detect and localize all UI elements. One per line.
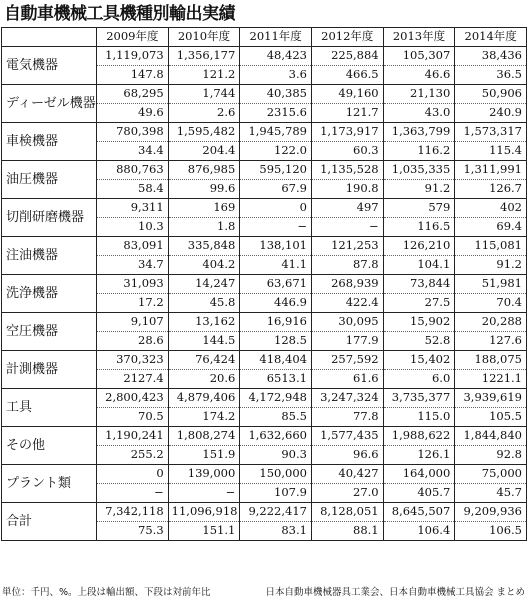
yoy-value: 144.5 bbox=[168, 332, 240, 351]
yoy-value: 45.8 bbox=[168, 294, 240, 313]
yoy-value: 91.2 bbox=[383, 180, 455, 199]
yoy-value: 126.7 bbox=[455, 180, 527, 199]
export-value: 1,577,435 bbox=[311, 427, 383, 446]
export-value: 780,398 bbox=[97, 123, 169, 142]
yoy-value: 69.4 bbox=[455, 218, 527, 237]
export-value: 9,209,936 bbox=[455, 503, 527, 522]
yoy-value: 70.4 bbox=[455, 294, 527, 313]
export-value: 15,402 bbox=[383, 351, 455, 370]
table-row bbox=[2, 123, 527, 142]
yoy-value: 151.1 bbox=[168, 522, 240, 541]
export-value: 40,427 bbox=[311, 465, 383, 484]
export-value: 20,288 bbox=[455, 313, 527, 332]
export-value: 1,632,660 bbox=[240, 427, 312, 446]
export-value: 126,210 bbox=[383, 237, 455, 256]
yoy-value: 116.2 bbox=[383, 142, 455, 161]
yoy-value: 115.4 bbox=[455, 142, 527, 161]
yoy-value: 61.6 bbox=[311, 370, 383, 389]
export-value: 9,311 bbox=[97, 199, 169, 218]
category-label: 洗浄機器 bbox=[2, 275, 97, 313]
export-value: 497 bbox=[311, 199, 383, 218]
export-value: 16,916 bbox=[240, 313, 312, 332]
yoy-value: 151.9 bbox=[168, 446, 240, 465]
export-value: 1,119,073 bbox=[97, 47, 169, 66]
yoy-value: 174.2 bbox=[168, 408, 240, 427]
category-label: 油圧機器 bbox=[2, 161, 97, 199]
export-value: 1,190,241 bbox=[97, 427, 169, 446]
yoy-value: 126.1 bbox=[383, 446, 455, 465]
yoy-value: 122.0 bbox=[240, 142, 312, 161]
yoy-value: 67.9 bbox=[240, 180, 312, 199]
category-label: 工具 bbox=[2, 389, 97, 427]
export-value: 1,173,917 bbox=[311, 123, 383, 142]
table-row bbox=[2, 199, 527, 218]
yoy-value: 405.7 bbox=[383, 484, 455, 503]
export-value: 880,763 bbox=[97, 161, 169, 180]
export-value: 11,096,918 bbox=[168, 503, 240, 522]
export-value: 335,848 bbox=[168, 237, 240, 256]
export-value: 138,101 bbox=[240, 237, 312, 256]
year-header: 2014年度 bbox=[455, 28, 527, 47]
year-header: 2011年度 bbox=[240, 28, 312, 47]
export-value: 83,091 bbox=[97, 237, 169, 256]
yoy-value: 255.2 bbox=[97, 446, 169, 465]
yoy-value: 422.4 bbox=[311, 294, 383, 313]
yoy-value: 2315.6 bbox=[240, 104, 312, 123]
yoy-value: 43.0 bbox=[383, 104, 455, 123]
table-row bbox=[2, 161, 527, 180]
yoy-value: 92.8 bbox=[455, 446, 527, 465]
export-value: 30,095 bbox=[311, 313, 383, 332]
yoy-value: 446.9 bbox=[240, 294, 312, 313]
yoy-value: 190.8 bbox=[311, 180, 383, 199]
export-value: 1,135,528 bbox=[311, 161, 383, 180]
yoy-value: − bbox=[168, 484, 240, 503]
yoy-value: 106.5 bbox=[455, 522, 527, 541]
export-value: 8,645,507 bbox=[383, 503, 455, 522]
export-value: 1,363,799 bbox=[383, 123, 455, 142]
yoy-value: 75.3 bbox=[97, 522, 169, 541]
yoy-value: 10.3 bbox=[97, 218, 169, 237]
export-value: 0 bbox=[240, 199, 312, 218]
export-value: 150,000 bbox=[240, 465, 312, 484]
yoy-value: − bbox=[311, 218, 383, 237]
yoy-value: 177.9 bbox=[311, 332, 383, 351]
export-value: 21,130 bbox=[383, 85, 455, 104]
category-label: 合計 bbox=[2, 503, 97, 541]
export-value: 1,744 bbox=[168, 85, 240, 104]
export-value: 121,253 bbox=[311, 237, 383, 256]
table-row bbox=[2, 351, 527, 370]
export-value: 1,808,274 bbox=[168, 427, 240, 446]
yoy-value: 28.6 bbox=[97, 332, 169, 351]
header-row bbox=[2, 28, 527, 47]
yoy-value: − bbox=[240, 218, 312, 237]
category-label: 計測機器 bbox=[2, 351, 97, 389]
yoy-value: 96.6 bbox=[311, 446, 383, 465]
export-value: 4,879,406 bbox=[168, 389, 240, 408]
yoy-value: 27.0 bbox=[311, 484, 383, 503]
export-value: 1,035,335 bbox=[383, 161, 455, 180]
export-value: 169 bbox=[168, 199, 240, 218]
yoy-value: 41.1 bbox=[240, 256, 312, 275]
export-value: 1,945,789 bbox=[240, 123, 312, 142]
export-value: 48,423 bbox=[240, 47, 312, 66]
yoy-value: 70.5 bbox=[97, 408, 169, 427]
yoy-value: 99.6 bbox=[168, 180, 240, 199]
export-table bbox=[1, 27, 527, 541]
category-label: その他 bbox=[2, 427, 97, 465]
yoy-value: 6513.1 bbox=[240, 370, 312, 389]
yoy-value: 1.8 bbox=[168, 218, 240, 237]
export-value: 51,981 bbox=[455, 275, 527, 294]
yoy-value: 2127.4 bbox=[97, 370, 169, 389]
export-value: 418,404 bbox=[240, 351, 312, 370]
yoy-value: 106.4 bbox=[383, 522, 455, 541]
yoy-value: 45.7 bbox=[455, 484, 527, 503]
yoy-value: 60.3 bbox=[311, 142, 383, 161]
export-value: 1,573,317 bbox=[455, 123, 527, 142]
yoy-value: 104.1 bbox=[383, 256, 455, 275]
export-value: 370,323 bbox=[97, 351, 169, 370]
table-row bbox=[2, 427, 527, 446]
yoy-value: 1221.1 bbox=[455, 370, 527, 389]
export-value: 1,595,482 bbox=[168, 123, 240, 142]
yoy-value: 34.7 bbox=[97, 256, 169, 275]
yoy-value: − bbox=[97, 484, 169, 503]
export-value: 73,844 bbox=[383, 275, 455, 294]
yoy-value: 17.2 bbox=[97, 294, 169, 313]
export-value: 1,311,991 bbox=[455, 161, 527, 180]
export-value: 14,247 bbox=[168, 275, 240, 294]
export-value: 8,128,051 bbox=[311, 503, 383, 522]
yoy-value: 3.6 bbox=[240, 66, 312, 85]
yoy-value: 36.5 bbox=[455, 66, 527, 85]
export-value: 40,385 bbox=[240, 85, 312, 104]
export-value: 1,356,177 bbox=[168, 47, 240, 66]
yoy-value: 128.5 bbox=[240, 332, 312, 351]
export-value: 2,800,423 bbox=[97, 389, 169, 408]
export-value: 9,222,417 bbox=[240, 503, 312, 522]
export-value: 579 bbox=[383, 199, 455, 218]
yoy-value: 88.1 bbox=[311, 522, 383, 541]
export-value: 31,093 bbox=[97, 275, 169, 294]
export-value: 68,295 bbox=[97, 85, 169, 104]
export-value: 139,000 bbox=[168, 465, 240, 484]
table-body bbox=[2, 47, 527, 541]
table-row bbox=[2, 313, 527, 332]
export-value: 76,424 bbox=[168, 351, 240, 370]
export-value: 115,081 bbox=[455, 237, 527, 256]
category-label: 空圧機器 bbox=[2, 313, 97, 351]
export-value: 1,988,622 bbox=[383, 427, 455, 446]
export-value: 13,162 bbox=[168, 313, 240, 332]
year-header: 2012年度 bbox=[311, 28, 383, 47]
yoy-value: 58.4 bbox=[97, 180, 169, 199]
table-row bbox=[2, 465, 527, 484]
table-row bbox=[2, 237, 527, 256]
export-value: 268,939 bbox=[311, 275, 383, 294]
export-value: 1,844,840 bbox=[455, 427, 527, 446]
year-header: 2010年度 bbox=[168, 28, 240, 47]
export-value: 188,075 bbox=[455, 351, 527, 370]
table-row bbox=[2, 275, 527, 294]
export-value: 876,985 bbox=[168, 161, 240, 180]
export-value: 7,342,118 bbox=[97, 503, 169, 522]
category-label: ディーゼル機器 bbox=[2, 85, 97, 123]
export-value: 3,735,377 bbox=[383, 389, 455, 408]
yoy-value: 85.5 bbox=[240, 408, 312, 427]
yoy-value: 49.6 bbox=[97, 104, 169, 123]
export-value: 105,307 bbox=[383, 47, 455, 66]
yoy-value: 127.6 bbox=[455, 332, 527, 351]
yoy-value: 404.2 bbox=[168, 256, 240, 275]
export-value: 4,172,948 bbox=[240, 389, 312, 408]
export-value: 75,000 bbox=[455, 465, 527, 484]
table-row bbox=[2, 85, 527, 104]
yoy-value: 121.2 bbox=[168, 66, 240, 85]
export-value: 38,436 bbox=[455, 47, 527, 66]
footnote-source: 日本自動車機械器具工業会、日本自動車機械工具協会 まとめ bbox=[265, 587, 525, 598]
category-label: 電気機器 bbox=[2, 47, 97, 85]
export-value: 3,247,324 bbox=[311, 389, 383, 408]
category-label: 車検機器 bbox=[2, 123, 97, 161]
yoy-value: 27.5 bbox=[383, 294, 455, 313]
export-value: 49,160 bbox=[311, 85, 383, 104]
export-value: 63,671 bbox=[240, 275, 312, 294]
yoy-value: 6.0 bbox=[383, 370, 455, 389]
yoy-value: 121.7 bbox=[311, 104, 383, 123]
yoy-value: 77.8 bbox=[311, 408, 383, 427]
table-row bbox=[2, 47, 527, 66]
yoy-value: 116.5 bbox=[383, 218, 455, 237]
year-header: 2009年度 bbox=[97, 28, 169, 47]
table-row bbox=[2, 389, 527, 408]
yoy-value: 240.9 bbox=[455, 104, 527, 123]
yoy-value: 2.6 bbox=[168, 104, 240, 123]
yoy-value: 204.4 bbox=[168, 142, 240, 161]
yoy-value: 20.6 bbox=[168, 370, 240, 389]
year-header: 2013年度 bbox=[383, 28, 455, 47]
yoy-value: 466.5 bbox=[311, 66, 383, 85]
corner-cell bbox=[2, 28, 97, 47]
yoy-value: 52.8 bbox=[383, 332, 455, 351]
yoy-value: 90.3 bbox=[240, 446, 312, 465]
export-value: 595,120 bbox=[240, 161, 312, 180]
yoy-value: 83.1 bbox=[240, 522, 312, 541]
yoy-value: 105.5 bbox=[455, 408, 527, 427]
yoy-value: 34.4 bbox=[97, 142, 169, 161]
export-value: 15,902 bbox=[383, 313, 455, 332]
yoy-value: 147.8 bbox=[97, 66, 169, 85]
yoy-value: 91.2 bbox=[455, 256, 527, 275]
table-title: 自動車機械工具機種別輸出実績 bbox=[4, 4, 235, 24]
export-value: 402 bbox=[455, 199, 527, 218]
yoy-value: 46.6 bbox=[383, 66, 455, 85]
export-value: 257,592 bbox=[311, 351, 383, 370]
yoy-value: 107.9 bbox=[240, 484, 312, 503]
category-label: 切削研磨機器 bbox=[2, 199, 97, 237]
footnote-units: 単位：千円、%。上段は輸出額、下段は対前年比 bbox=[2, 587, 211, 598]
yoy-value: 115.0 bbox=[383, 408, 455, 427]
export-value: 3,939,619 bbox=[455, 389, 527, 408]
export-value: 225,884 bbox=[311, 47, 383, 66]
category-label: 注油機器 bbox=[2, 237, 97, 275]
yoy-value: 87.8 bbox=[311, 256, 383, 275]
export-value: 9,107 bbox=[97, 313, 169, 332]
table-row bbox=[2, 503, 527, 522]
export-value: 50,906 bbox=[455, 85, 527, 104]
export-value: 164,000 bbox=[383, 465, 455, 484]
category-label: プラント類 bbox=[2, 465, 97, 503]
export-value: 0 bbox=[97, 465, 169, 484]
